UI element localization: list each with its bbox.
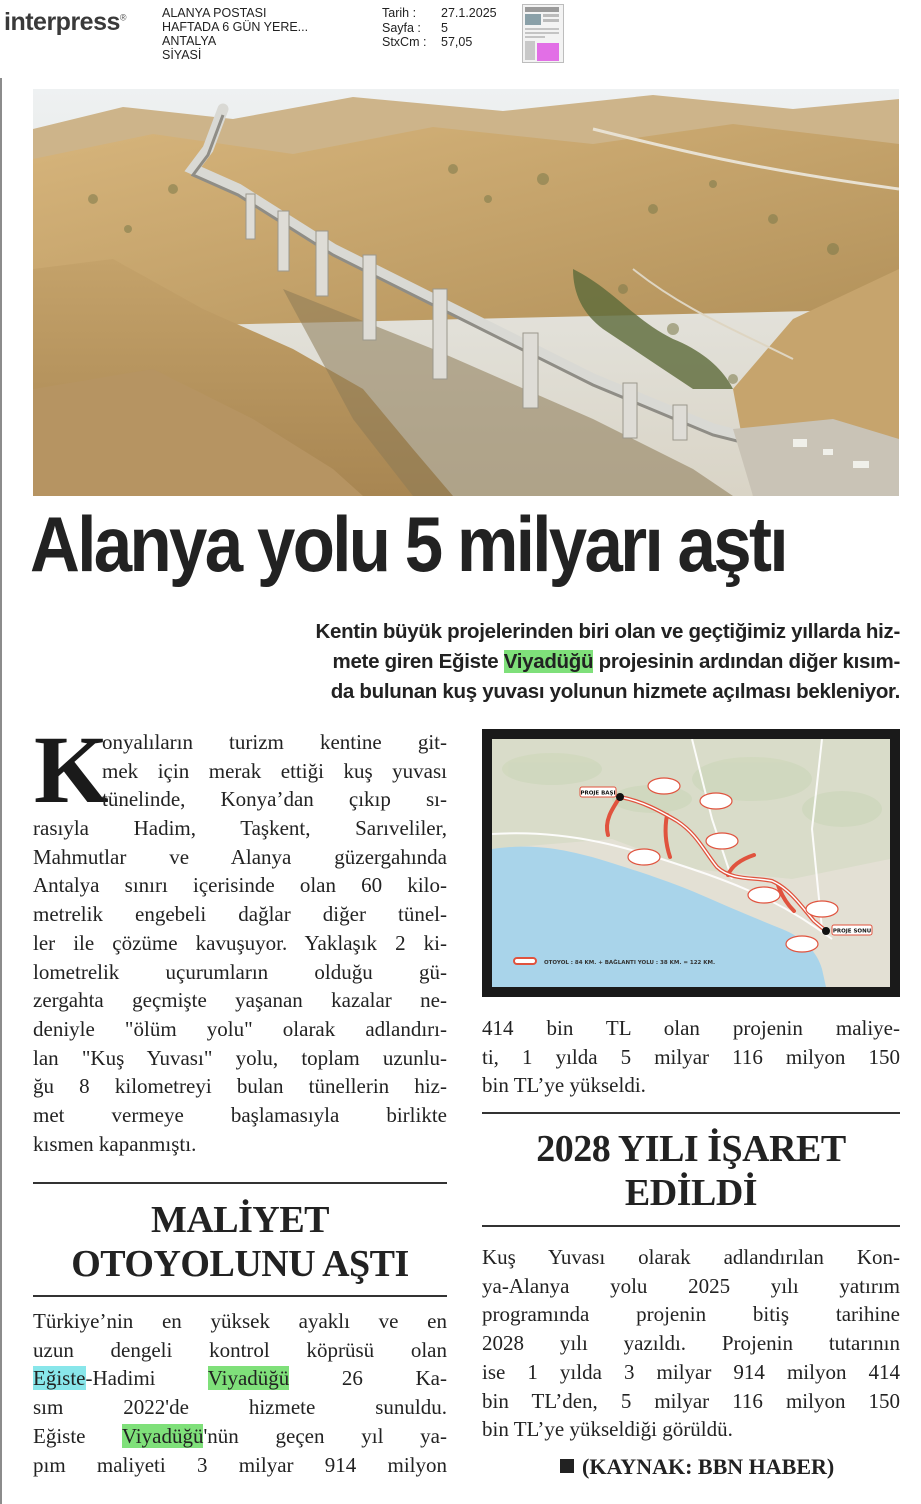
intro-line: onyalıların turizm kentine git- bbox=[102, 730, 447, 754]
section-divider bbox=[33, 1295, 447, 1297]
square-bullet-icon bbox=[560, 1459, 574, 1473]
intro-line: lometrelik uçurumların olduğu gü- bbox=[33, 959, 447, 984]
cost-paragraph bbox=[33, 1307, 447, 1479]
highlight-viyadugu: Viyadüğü bbox=[503, 650, 594, 673]
subhead-line: EDİLDİ bbox=[624, 1172, 758, 1214]
intro-line: zergahta geçmişte yaşanan kazalar ne- bbox=[33, 988, 447, 1013]
deck-text: mete giren Eğiste bbox=[332, 650, 504, 673]
intro-paragraph bbox=[33, 814, 447, 1158]
plan-line: programında projenin bitiş tarihine bbox=[482, 1302, 900, 1327]
plan-line: 2028 yılı yazıldı. Projenin tutarının bbox=[482, 1331, 900, 1356]
cost-text: 'nün geçen yıl ya- bbox=[203, 1423, 447, 1448]
intro-line: Mahmutlar ve Alanya güzergahında bbox=[33, 844, 447, 869]
publication-frequency: HAFTADA 6 GÜN YERE... bbox=[162, 20, 309, 34]
plan-line: bin TL’ye yükseldiği görüldü. bbox=[482, 1417, 733, 1442]
drop-cap: K bbox=[34, 716, 109, 823]
intro-line: deniyle "ölüm yolu" olarak adlandırı- bbox=[33, 1016, 447, 1041]
deck-line-3: da bulunan kuş yuvası yolunun hizmete açılması bekleniyor. bbox=[330, 680, 900, 703]
route-map-svg bbox=[492, 739, 890, 987]
plan-paragraph bbox=[482, 1243, 900, 1444]
intro-line: met vermeye başlamasıyla birlikte bbox=[33, 1103, 447, 1128]
subhead-2028 bbox=[482, 1127, 900, 1215]
publication-info bbox=[162, 6, 308, 62]
highlight-viyadugu: Viyadüğü bbox=[121, 1423, 204, 1448]
intro-paragraph-top bbox=[102, 728, 447, 814]
stxcm-label: StxCm : bbox=[382, 35, 427, 50]
deck-line-1: Kentin büyük projelerinden biri olan ve geçtiğimiz yıllarda hiz- bbox=[315, 620, 900, 643]
cost-line: sım 2022'de hizmete sunuldu. bbox=[33, 1395, 447, 1420]
page-row bbox=[382, 21, 497, 36]
date-label: Tarih : bbox=[382, 6, 417, 20]
plan-line: ise 1 yılda 3 milyar 914 milyon 414 bbox=[482, 1359, 900, 1384]
route-map-canvas bbox=[492, 739, 890, 987]
route-map bbox=[482, 729, 900, 997]
intro-line: kısmen kapanmıştı. bbox=[33, 1131, 197, 1156]
cost-line: pım maliyeti 3 milyar 914 milyon bbox=[33, 1452, 447, 1477]
cost-paragraph-continued bbox=[482, 1014, 900, 1100]
cost-line: ti, 1 yılda 5 milyar 116 milyon 150 bbox=[482, 1044, 900, 1069]
viaduct-illustration bbox=[33, 89, 899, 496]
highlight-viyadugu: Viyadüğü bbox=[207, 1366, 290, 1391]
plan-line: bin TL’den, 5 milyar 116 milyon 150 bbox=[482, 1388, 900, 1413]
deck-line-2 bbox=[100, 647, 900, 677]
subhead-line: 2028 YILI İŞARET bbox=[536, 1128, 846, 1170]
date-row bbox=[382, 6, 497, 21]
source-credit bbox=[560, 1454, 834, 1480]
intro-line: ler ile çözüme kavuşuyor. Yaklaşık 2 ki- bbox=[33, 930, 447, 955]
stxcm-row bbox=[382, 35, 497, 50]
intro-line: lan "Kuş Yuvası" yolu, toplam uzunlu- bbox=[33, 1045, 447, 1070]
registered-mark: ® bbox=[119, 12, 127, 23]
subhead-maliyet bbox=[33, 1198, 447, 1286]
deck-subtitle bbox=[100, 617, 900, 707]
map-legend: OTOYOL : 84 KM. + BAĞLANTI YOLU : 38 KM. = 122 KM. bbox=[544, 960, 716, 966]
intro-line: mek için merak ettiği kuş yuvası bbox=[102, 758, 447, 783]
publication-category: SİYASİ bbox=[162, 48, 202, 62]
plan-line: Kuş Yuvası olarak adlandırılan Kon- bbox=[482, 1245, 900, 1269]
cost-line: bin TL’ye yükseldi. bbox=[482, 1073, 646, 1098]
cost-line: 414 bin TL olan projenin maliye- bbox=[482, 1016, 900, 1040]
subhead-line: MALİYET bbox=[150, 1199, 330, 1241]
deck-text: projesinin ardından diğer kısım- bbox=[593, 650, 900, 673]
page-label: Sayfa : bbox=[382, 20, 421, 35]
plan-line: ya-Alanya yolu 2025 yılı yatırım bbox=[482, 1273, 900, 1298]
interpress-logo bbox=[4, 8, 126, 37]
cost-text: 26 Ka- bbox=[289, 1366, 447, 1391]
intro-line: metrelik engebeli dağlar diğer tünel- bbox=[33, 902, 447, 927]
left-border-rule bbox=[0, 78, 2, 1504]
viaduct-photo bbox=[33, 89, 899, 496]
section-divider bbox=[482, 1112, 900, 1114]
logo-text: interpress bbox=[4, 8, 120, 36]
publication-region: ANTALYA bbox=[162, 34, 217, 48]
headline: Alanya yolu 5 milyarı aştı bbox=[30, 500, 786, 588]
stxcm-value: 57,05 bbox=[441, 35, 473, 50]
cost-line: uzun dengeli kontrol köprüsü olan bbox=[33, 1337, 447, 1362]
cost-text: Eğiste bbox=[33, 1423, 122, 1448]
highlight-egiste: Eğiste bbox=[33, 1366, 86, 1391]
clipping-metadata bbox=[382, 6, 497, 50]
map-end-label: PROJE SONU bbox=[832, 928, 872, 935]
intro-line: tünelinde, Konya’dan çıkıp sı- bbox=[102, 787, 447, 812]
subhead-line: OTOYOLUNU AŞTI bbox=[71, 1243, 409, 1285]
source-text: (KAYNAK: BBN HABER) bbox=[582, 1454, 835, 1479]
intro-line: Antalya sınırı içerisinde olan 60 kilo- bbox=[33, 873, 447, 898]
map-start-label: PROJE BAŞI bbox=[580, 790, 616, 797]
section-divider bbox=[482, 1225, 900, 1227]
date-value: 27.1.2025 bbox=[441, 6, 497, 20]
section-divider bbox=[33, 1182, 447, 1184]
page-thumbnail[interactable] bbox=[522, 4, 564, 63]
intro-line: ğu 8 kilometreyi bulan tünellerin hiz- bbox=[33, 1074, 447, 1099]
cost-line bbox=[33, 1364, 447, 1393]
cost-text: -Hadimi bbox=[85, 1366, 208, 1391]
intro-line: rasıyla Hadim, Taşkent, Sarıveliler, bbox=[33, 816, 447, 840]
cost-line: Türkiye’nin en yüksek ayaklı ve en bbox=[33, 1309, 447, 1333]
cost-line bbox=[33, 1422, 447, 1451]
publication-name: ALANYA POSTASI bbox=[162, 6, 267, 20]
page-value: 5 bbox=[441, 20, 448, 35]
